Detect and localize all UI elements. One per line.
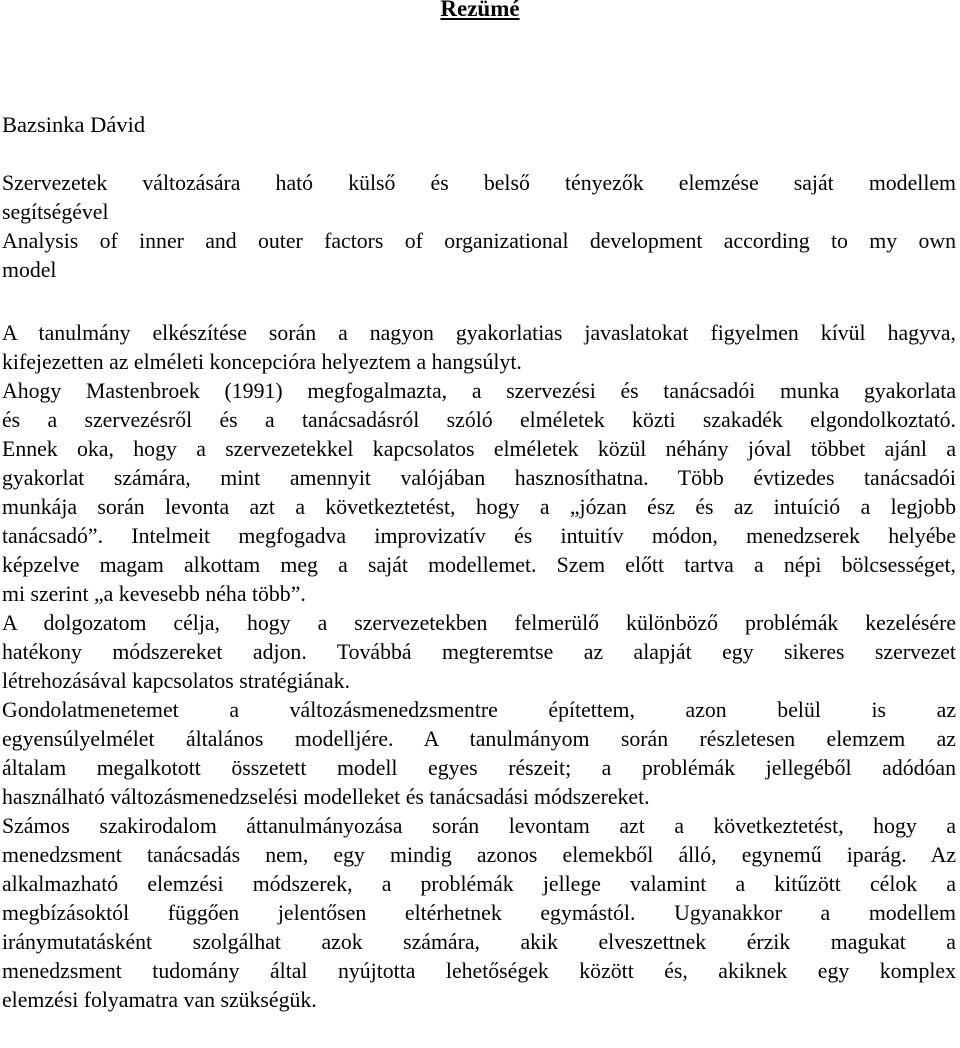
paragraph-line: menedzsment tudomány által nyújtotta lehetőségek között és, akiknek egy komplex: [2, 959, 956, 983]
paragraph-line: képzelve magam alkottam meg a saját modellemet. Szem előtt tartva a népi bölcsességet,: [2, 553, 956, 577]
abstract-paragraph-3: [2, 609, 956, 696]
paragraph-line: mi szerint „a kevesebb néha több”.: [2, 582, 306, 606]
thesis-title-hu-line: segítségével: [2, 200, 109, 224]
paragraph-line: Számos szakirodalom áttanulmányozása során levontam azt a következtetést, hogy a: [2, 814, 956, 838]
thesis-title-en-line: model: [2, 258, 57, 282]
paragraph-line: tanácsadó”. Intelmeit megfogadva improvizatív és intuitív módon, menedzserek helyébe: [2, 524, 956, 548]
paragraph-line: munkája során levonta azt a következtetést, hogy a „józan ész és az intuíció a legjobb: [2, 495, 956, 519]
abstract-paragraph-5: [2, 812, 956, 1015]
paragraph-line: A tanulmány elkészítése során a nagyon gyakorlatias javaslatokat figyelmen kívül hagyva,: [2, 321, 956, 345]
paragraph-line: egyensúlyelmélet általános modelljére. A tanulmányom során részletesen elemzem az: [2, 727, 956, 751]
thesis-title-english: [2, 227, 956, 285]
author-name: Bazsinka Dávid: [2, 112, 146, 137]
paragraph-line: Gondolatmenetemet a változásmenedzsmentre építettem, azon belül is az: [2, 698, 956, 722]
paragraph-line: hatékony módszereket adjon. Továbbá megteremtse az alapját egy sikeres szervezet: [2, 640, 956, 664]
paragraph-line: alkalmazható elemzési módszerek, a problémák jellege valamint a kitűzött célok a: [2, 872, 956, 896]
paragraph-line: A dolgozatom célja, hogy a szervezetekben felmerülő különböző problémák kezelésére: [2, 611, 956, 635]
document-title: Rezümé: [440, 0, 520, 21]
paragraph-line: menedzsment tanácsadás nem, egy mindig azonos elemekből álló, egynemű iparág. Az: [2, 843, 956, 867]
abstract-paragraph-2: [2, 377, 956, 609]
thesis-title-en-line: Analysis of inner and outer factors of organizational development according to my own: [2, 229, 956, 253]
paragraph-line: létrehozásával kapcsolatos stratégiának.: [2, 669, 350, 693]
paragraph-line: Ennek oka, hogy a szervezetekkel kapcsolatos elméletek közül néhány jóval többet ajánl a: [2, 437, 956, 461]
paragraph-line: iránymutatásként szolgálhat azok számára, akik elveszettnek érzik magukat a: [2, 930, 956, 954]
thesis-title-hungarian: [2, 169, 956, 227]
paragraph-line: kifejezetten az elméleti koncepcióra helyeztem a hangsúlyt.: [2, 350, 522, 374]
paragraph-line: általam megalkotott összetett modell egyes részeit; a problémák jellegéből adódóan: [2, 756, 956, 780]
paragraph-line: gyakorlat számára, mint amennyit valójában hasznosíthatna. Több évtizedes tanácsadói: [2, 466, 956, 490]
abstract-body: [2, 319, 956, 1015]
paragraph-line: és a szervezésről és a tanácsadásról szóló elméletek közti szakadék elgondolkoztató.: [2, 408, 956, 432]
paragraph-line: Ahogy Mastenbroek (1991) megfogalmazta, a szervezési és tanácsadói munka gyakorlata: [2, 379, 956, 403]
paragraph-line: használható változásmenedzselési modelleket és tanácsadási módszereket.: [2, 785, 650, 809]
paragraph-line: elemzési folyamatra van szükségük.: [2, 988, 317, 1012]
thesis-titles: [2, 169, 956, 285]
paragraph-line: megbízásoktól függően jelentősen eltérhetnek egymástól. Ugyanakkor a modellem: [2, 901, 956, 925]
abstract-paragraph-4: [2, 696, 956, 812]
abstract-paragraph-1: [2, 319, 956, 377]
thesis-title-hu-line: Szervezetek változására ható külső és belső tényezők elemzése saját modellem: [2, 171, 956, 195]
